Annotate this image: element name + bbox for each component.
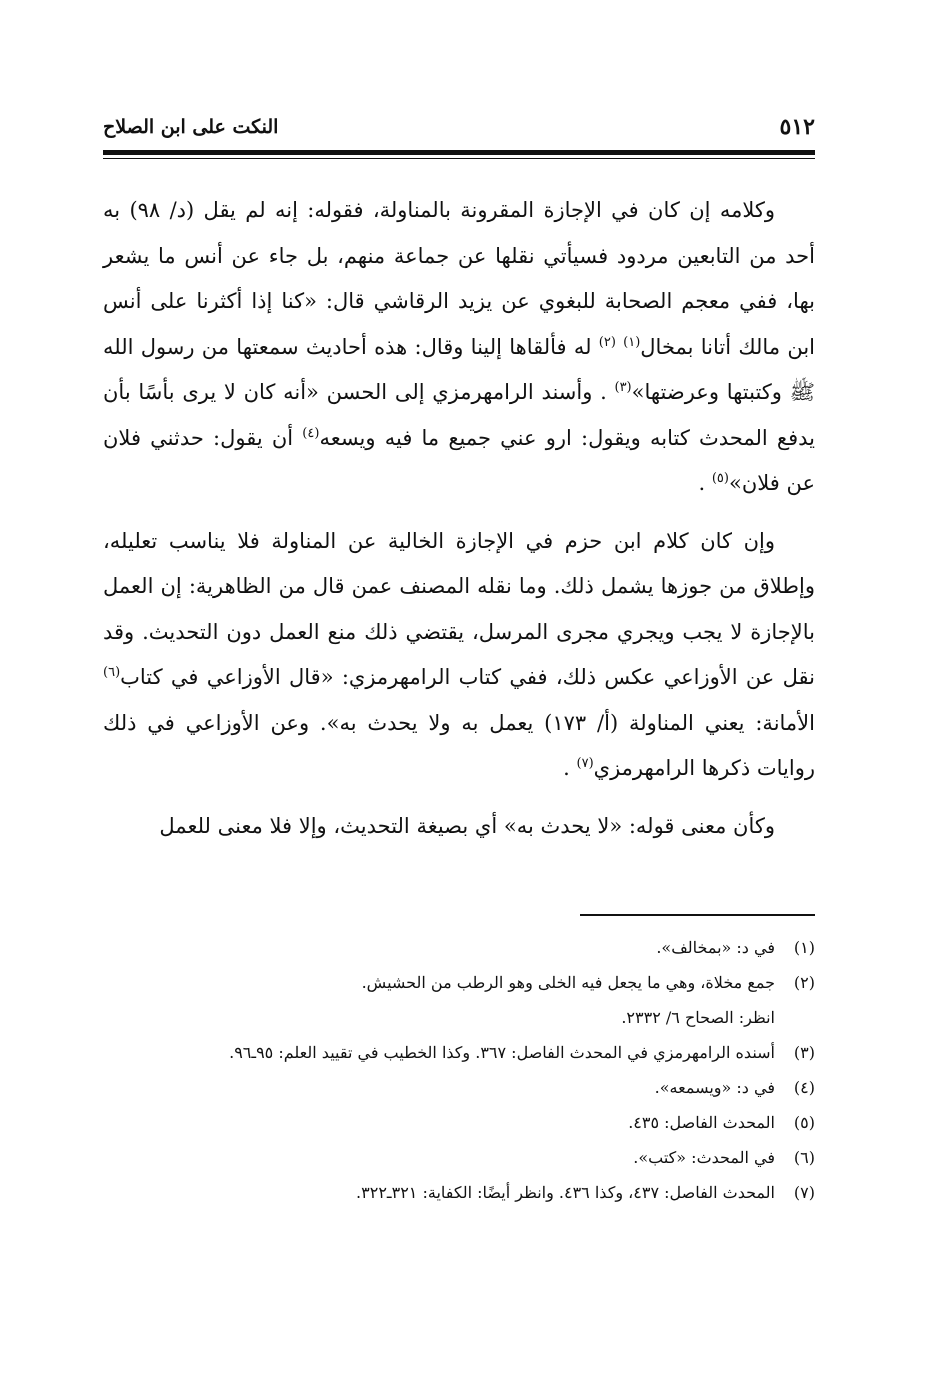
footnote-text: أسنده الرامهرمزي في المحدث الفاصل: ٣٦٧. وكذا الخطيب في تقييد العلم: ٩٥ـ٩٦. — [229, 1043, 775, 1062]
footnote-text: في د: «ويسمعه». — [654, 1078, 775, 1097]
footnote-text: المحدث الفاصل: ٤٣٥. — [628, 1113, 775, 1132]
text-segment: وكأن معنى قوله: «لا يحدث به» أي بصيغة التحديث، وإلا فلا معنى للعمل — [159, 813, 775, 838]
footnotes — [103, 930, 815, 1210]
text-segment: . — [563, 756, 577, 780]
footnote-text: في المحدث: «كتب». — [633, 1148, 775, 1167]
footnote-marker: (٢) — [598, 334, 616, 350]
footnote-text: في د: «بمخالف». — [656, 938, 775, 957]
footnote-number: (٣) — [793, 1043, 815, 1062]
text-segment: الأمانة: يعني المناولة (أ/ ١٧٣) يعمل به ولا يحدث به». وعن الأوزاعي في ذلك روايات ذكرها الرامهرمزي — [103, 710, 815, 780]
footnote-marker: (٣) — [614, 380, 632, 395]
footnote-number: (٧) — [793, 1183, 815, 1202]
running-title: النكت على ابن الصلاح — [103, 116, 279, 138]
text-segment: أن يقول: حدثني فلان عن فلان» — [103, 425, 815, 495]
text-segment: وكلامه إن كان في الإجازة المقرونة بالمناولة، فقوله: إنه لم يقل (د/ ٩٨) به أحد من التابعين مردود فسيأتي نقلها عن جماعة منهم، بل جاء عن أنس ما يشعر بها، ففي معجم الصحابة للبغوي عن يزيد الرقاشي قال: «كنا إذا أكثرنا على أنس ابن مالك أتانا بمخال — [103, 198, 816, 359]
paragraph — [103, 188, 815, 507]
footnote — [103, 1035, 815, 1070]
text-segment: وإن كان كلام ابن حزم في الإجازة الخالية عن المناولة فلا يناسب تعليله، وإطلاق من جوزها يشمل ذلك. وما نقله المصنف عمن قال من الظاهرية: إن العمل بالإجازة لا يجب ويجري مجرى المرسل، يقتضي ذلك منع العمل دون التحديث. وقد نقل عن الأوزاعي عكس ذلك، ففي كتاب الرامهرمزي: «قال الأوزاعي في كتاب — [103, 528, 815, 689]
footnote-text: جمع مخلاة، وهي ما يجعل فيه الخلى وهو الرطب من الحشيش. — [361, 973, 775, 992]
text-segment: . وأسند الرامهرمزي إلى الحسن «أنه كان لا يرى بأسًا بأن يدفع المحدث كتابه ويقول: ارو عني جميع ما فيه ويسعه — [103, 380, 815, 450]
text-segment: له فألقاها إلينا وقال: هذه أحاديث سمعتها من رسول الله ﷺ وكتبتها وعرضتها» — [103, 334, 815, 404]
header-rule-thick — [103, 150, 815, 155]
footnote-marker: (٦) — [103, 665, 121, 680]
footnote — [103, 930, 815, 965]
footnote-marker: (٥) — [711, 471, 729, 486]
page-header — [103, 114, 815, 154]
footnote-text: المحدث الفاصل: ٤٣٧، وكذا ٤٣٦. وانظر أيضًا: الكفاية: ٣٢١ـ٣٢٢. — [356, 1183, 775, 1202]
footnote-marker: (٤) — [302, 425, 320, 441]
footnote-number: (٥) — [793, 1113, 815, 1132]
paragraph — [103, 804, 815, 850]
footnote-number: (٤) — [793, 1078, 815, 1097]
footnote — [103, 1070, 815, 1105]
header-rule-thin — [103, 158, 815, 159]
footnote-marker: (١) — [623, 334, 641, 350]
footnote-continuation: انظر: الصحاح ٦/ ٢٣٣٢. — [621, 1008, 775, 1027]
footnote-marker: (٧) — [576, 756, 594, 771]
paragraph — [103, 519, 815, 792]
footnote — [103, 965, 815, 1000]
footnote-number: (٢) — [793, 973, 815, 992]
footnote-number: (٦) — [793, 1148, 815, 1167]
footnote — [103, 1140, 815, 1175]
footnote — [103, 1105, 815, 1140]
footnote-number: (١) — [793, 938, 815, 957]
main-text — [103, 188, 815, 861]
text-segment: . — [698, 471, 712, 495]
footnote-separator — [580, 914, 815, 916]
page-number: ٥١٢ — [779, 114, 815, 140]
footnote — [103, 1175, 815, 1210]
